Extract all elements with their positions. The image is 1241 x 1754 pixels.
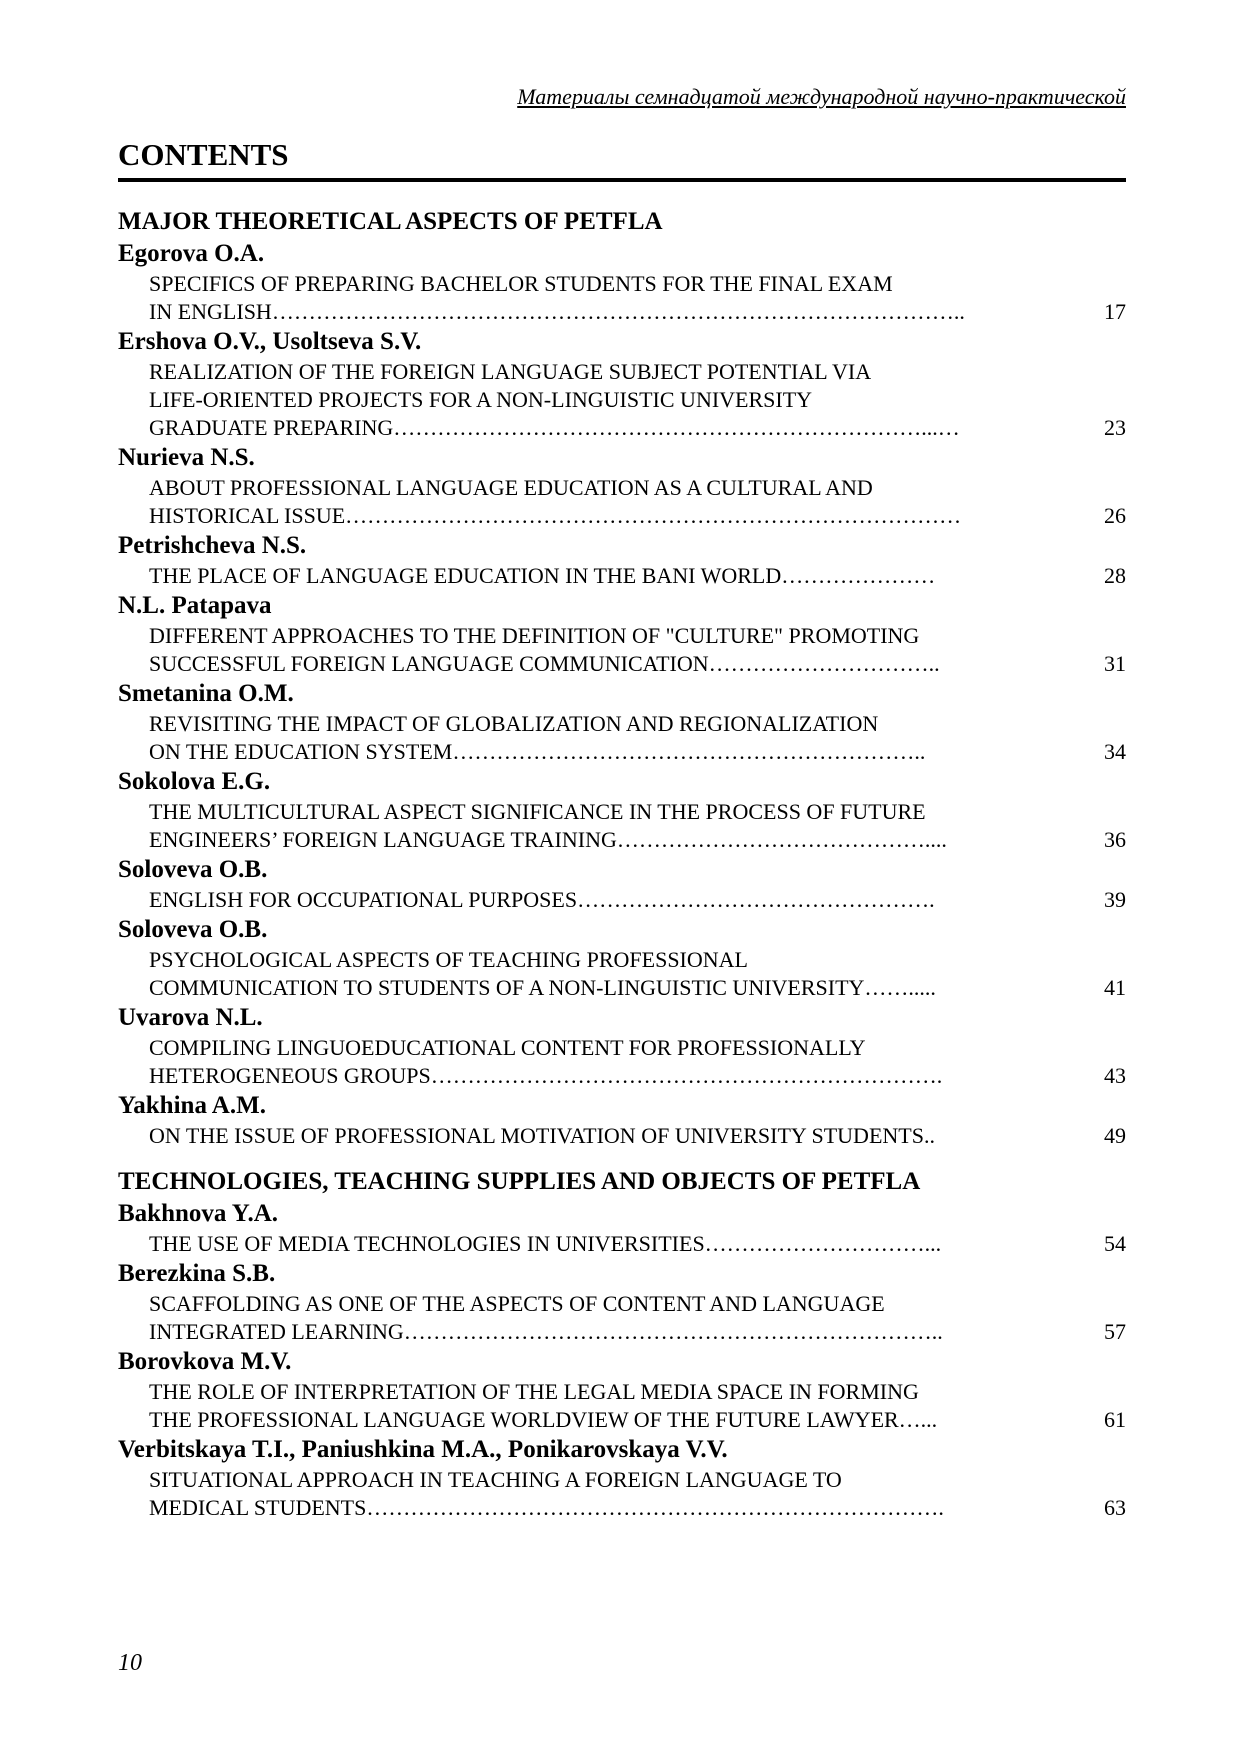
entry-title-line (118, 1466, 1126, 1494)
entry-title-text: HETEROGENEOUS GROUPS……………………………………………………………. (149, 1063, 943, 1088)
entry-title-line (118, 1318, 1126, 1346)
entry-page-number: 43 (1104, 1063, 1126, 1088)
entry-title-line (118, 1034, 1126, 1062)
entry-title-text: THE USE OF MEDIA TECHNOLOGIES IN UNIVERSITIES…………………………... (149, 1231, 942, 1256)
entry-title-text: SITUATIONAL APPROACH IN TEACHING A FOREIGN LANGUAGE TO (149, 1467, 842, 1492)
entry-title-text: ON THE ISSUE OF PROFESSIONAL MOTIVATION OF UNIVERSITY STUDENTS.. (149, 1123, 935, 1148)
entry-title-line (118, 710, 1126, 738)
entry-title-line (118, 386, 1126, 414)
toc-entry[interactable] (118, 1198, 1126, 1258)
entry-title-text: COMMUNICATION TO STUDENTS OF A NON-LINGUISTIC UNIVERSITY……..... (149, 975, 936, 1000)
entry-title-line (118, 886, 1126, 914)
entry-title-line (118, 298, 1126, 326)
entry-title-text: REALIZATION OF THE FOREIGN LANGUAGE SUBJECT POTENTIAL VIA (149, 359, 872, 384)
toc-entry[interactable] (118, 766, 1126, 854)
entry-title-line (118, 1406, 1126, 1434)
entry-author: Smetanina O.M. (118, 680, 294, 707)
entry-title-text: PSYCHOLOGICAL ASPECTS OF TEACHING PROFESSIONAL (149, 947, 748, 972)
toc-entry[interactable] (118, 1258, 1126, 1346)
entry-title-line (118, 1230, 1126, 1258)
entry-author: N.L. Patapava (118, 592, 272, 619)
entry-author: Yakhina A.M. (118, 1092, 266, 1119)
entry-title-text: ON THE EDUCATION SYSTEM……………………………………………………….. (149, 739, 926, 764)
entry-title-line (118, 1290, 1126, 1318)
entry-author: Egorova O.A. (118, 240, 265, 267)
entry-title-line (118, 1494, 1126, 1522)
entry-author: Nurieva N.S. (118, 444, 255, 471)
entry-title-text: SCAFFOLDING AS ONE OF THE ASPECTS OF CONTENT AND LANGUAGE (149, 1291, 885, 1316)
entry-page-number: 39 (1104, 887, 1126, 912)
entry-title-line (118, 1122, 1126, 1150)
entry-title-line (118, 1062, 1126, 1090)
entry-title-text: LIFE-ORIENTED PROJECTS FOR A NON-LINGUISTIC UNIVERSITY (149, 387, 813, 412)
entry-page-number: 57 (1104, 1319, 1126, 1344)
entry-title-text: THE MULTICULTURAL ASPECT SIGNIFICANCE IN THE PROCESS OF FUTURE (149, 799, 926, 824)
entry-page-number: 31 (1104, 651, 1126, 676)
entry-title-line (118, 414, 1126, 442)
entry-title-line (118, 358, 1126, 386)
entry-author: Soloveva O.B. (118, 916, 268, 943)
toc-entry[interactable] (118, 1090, 1126, 1150)
entry-title-line (118, 270, 1126, 298)
entry-page-number: 34 (1104, 739, 1126, 764)
toc-entry[interactable] (118, 678, 1126, 766)
entry-title-line (118, 562, 1126, 590)
entry-page-number: 61 (1104, 1407, 1126, 1432)
entry-title-line (118, 650, 1126, 678)
entry-title-line (118, 1378, 1126, 1406)
entry-page-number: 54 (1104, 1231, 1126, 1256)
entry-author: Ershova O.V., Usoltseva S.V. (118, 328, 422, 355)
entry-title-line (118, 798, 1126, 826)
entry-author: Petrishcheva N.S. (118, 532, 307, 559)
toc-entry[interactable] (118, 854, 1126, 914)
entry-title-text: ENGLISH FOR OCCUPATIONAL PURPOSES…………………………………………. (149, 887, 935, 912)
entry-title-text: HISTORICAL ISSUE………………………………………………………………………… (149, 503, 962, 528)
entry-title-line (118, 974, 1126, 1002)
title-divider (118, 178, 1126, 182)
entry-page-number: 23 (1104, 415, 1126, 440)
toc-entry[interactable] (118, 530, 1126, 590)
toc-entry[interactable] (118, 442, 1126, 530)
toc-entry[interactable] (118, 238, 1126, 326)
entry-title-text: SUCCESSFUL FOREIGN LANGUAGE COMMUNICATION………………………….. (149, 651, 940, 676)
table-of-contents (118, 206, 1126, 1522)
entry-author: Uvarova N.L. (118, 1004, 263, 1031)
entry-title-line (118, 622, 1126, 650)
entry-title-text: THE PROFESSIONAL LANGUAGE WORLDVIEW OF THE FUTURE LAWYER…... (149, 1407, 938, 1432)
entry-page-number: 49 (1104, 1123, 1126, 1148)
toc-entry[interactable] (118, 590, 1126, 678)
entry-page-number: 36 (1104, 827, 1126, 852)
entry-title-text: SPECIFICS OF PREPARING BACHELOR STUDENTS FOR THE FINAL EXAM (149, 271, 893, 296)
entry-title-text: DIFFERENT APPROACHES TO THE DEFINITION OF "CULTURE" PROMOTING (149, 623, 920, 648)
entry-author: Bakhnova Y.A. (118, 1200, 279, 1227)
entry-title-line (118, 946, 1126, 974)
toc-entry[interactable] (118, 1346, 1126, 1434)
entry-author: Verbitskaya T.I., Paniushkina M.A., Ponikarovskaya V.V. (118, 1436, 728, 1463)
running-header: Материалы семнадцатой международной научно-практической (517, 84, 1126, 109)
entry-author: Sokolova E.G. (118, 768, 271, 795)
entry-title-text: REVISITING THE IMPACT OF GLOBALIZATION AND REGIONALIZATION (149, 711, 879, 736)
toc-entry[interactable] (118, 326, 1126, 442)
entry-page-number: 63 (1104, 1495, 1126, 1520)
entry-title-line (118, 502, 1126, 530)
entry-author: Berezkina S.B. (118, 1260, 276, 1287)
contents-title: CONTENTS (118, 137, 289, 172)
entry-title-text: THE PLACE OF LANGUAGE EDUCATION IN THE BANI WORLD………………… (149, 563, 936, 588)
page-number: 10 (118, 1650, 142, 1676)
entry-page-number: 17 (1104, 299, 1126, 324)
entry-page-number: 26 (1104, 503, 1126, 528)
entry-page-number: 41 (1104, 975, 1126, 1000)
entry-title-text: GRADUATE PREPARING………………………………………………………………...… (149, 415, 960, 440)
entry-title-line (118, 826, 1126, 854)
section-heading: MAJOR THEORETICAL ASPECTS OF PETFLA (118, 208, 663, 235)
entry-title-text: MEDICAL STUDENTS……………………………………………………………………. (149, 1495, 944, 1520)
entry-author: Soloveva O.B. (118, 856, 268, 883)
entry-title-text: IN ENGLISH………………………………………………………………………………….. (149, 299, 965, 324)
entry-title-line (118, 738, 1126, 766)
section-heading: TECHNOLOGIES, TEACHING SUPPLIES AND OBJECTS OF PETFLA (118, 1168, 921, 1195)
entry-title-text: INTEGRATED LEARNING……………………………………………………………….. (149, 1319, 943, 1344)
entry-title-text: ENGINEERS’ FOREIGN LANGUAGE TRAINING…………………………………….... (149, 827, 947, 852)
entry-page-number: 28 (1104, 563, 1126, 588)
entry-title-text: COMPILING LINGUOEDUCATIONAL CONTENT FOR PROFESSIONALLY (149, 1035, 866, 1060)
toc-entry[interactable] (118, 914, 1126, 1002)
toc-entry[interactable] (118, 1002, 1126, 1090)
entry-title-text: THE ROLE OF INTERPRETATION OF THE LEGAL MEDIA SPACE IN FORMING (149, 1379, 919, 1404)
entry-title-text: ABOUT PROFESSIONAL LANGUAGE EDUCATION AS A CULTURAL AND (149, 475, 873, 500)
entry-author: Borovkova M.V. (118, 1348, 292, 1375)
toc-entry[interactable] (118, 1434, 1126, 1522)
entry-title-line (118, 474, 1126, 502)
